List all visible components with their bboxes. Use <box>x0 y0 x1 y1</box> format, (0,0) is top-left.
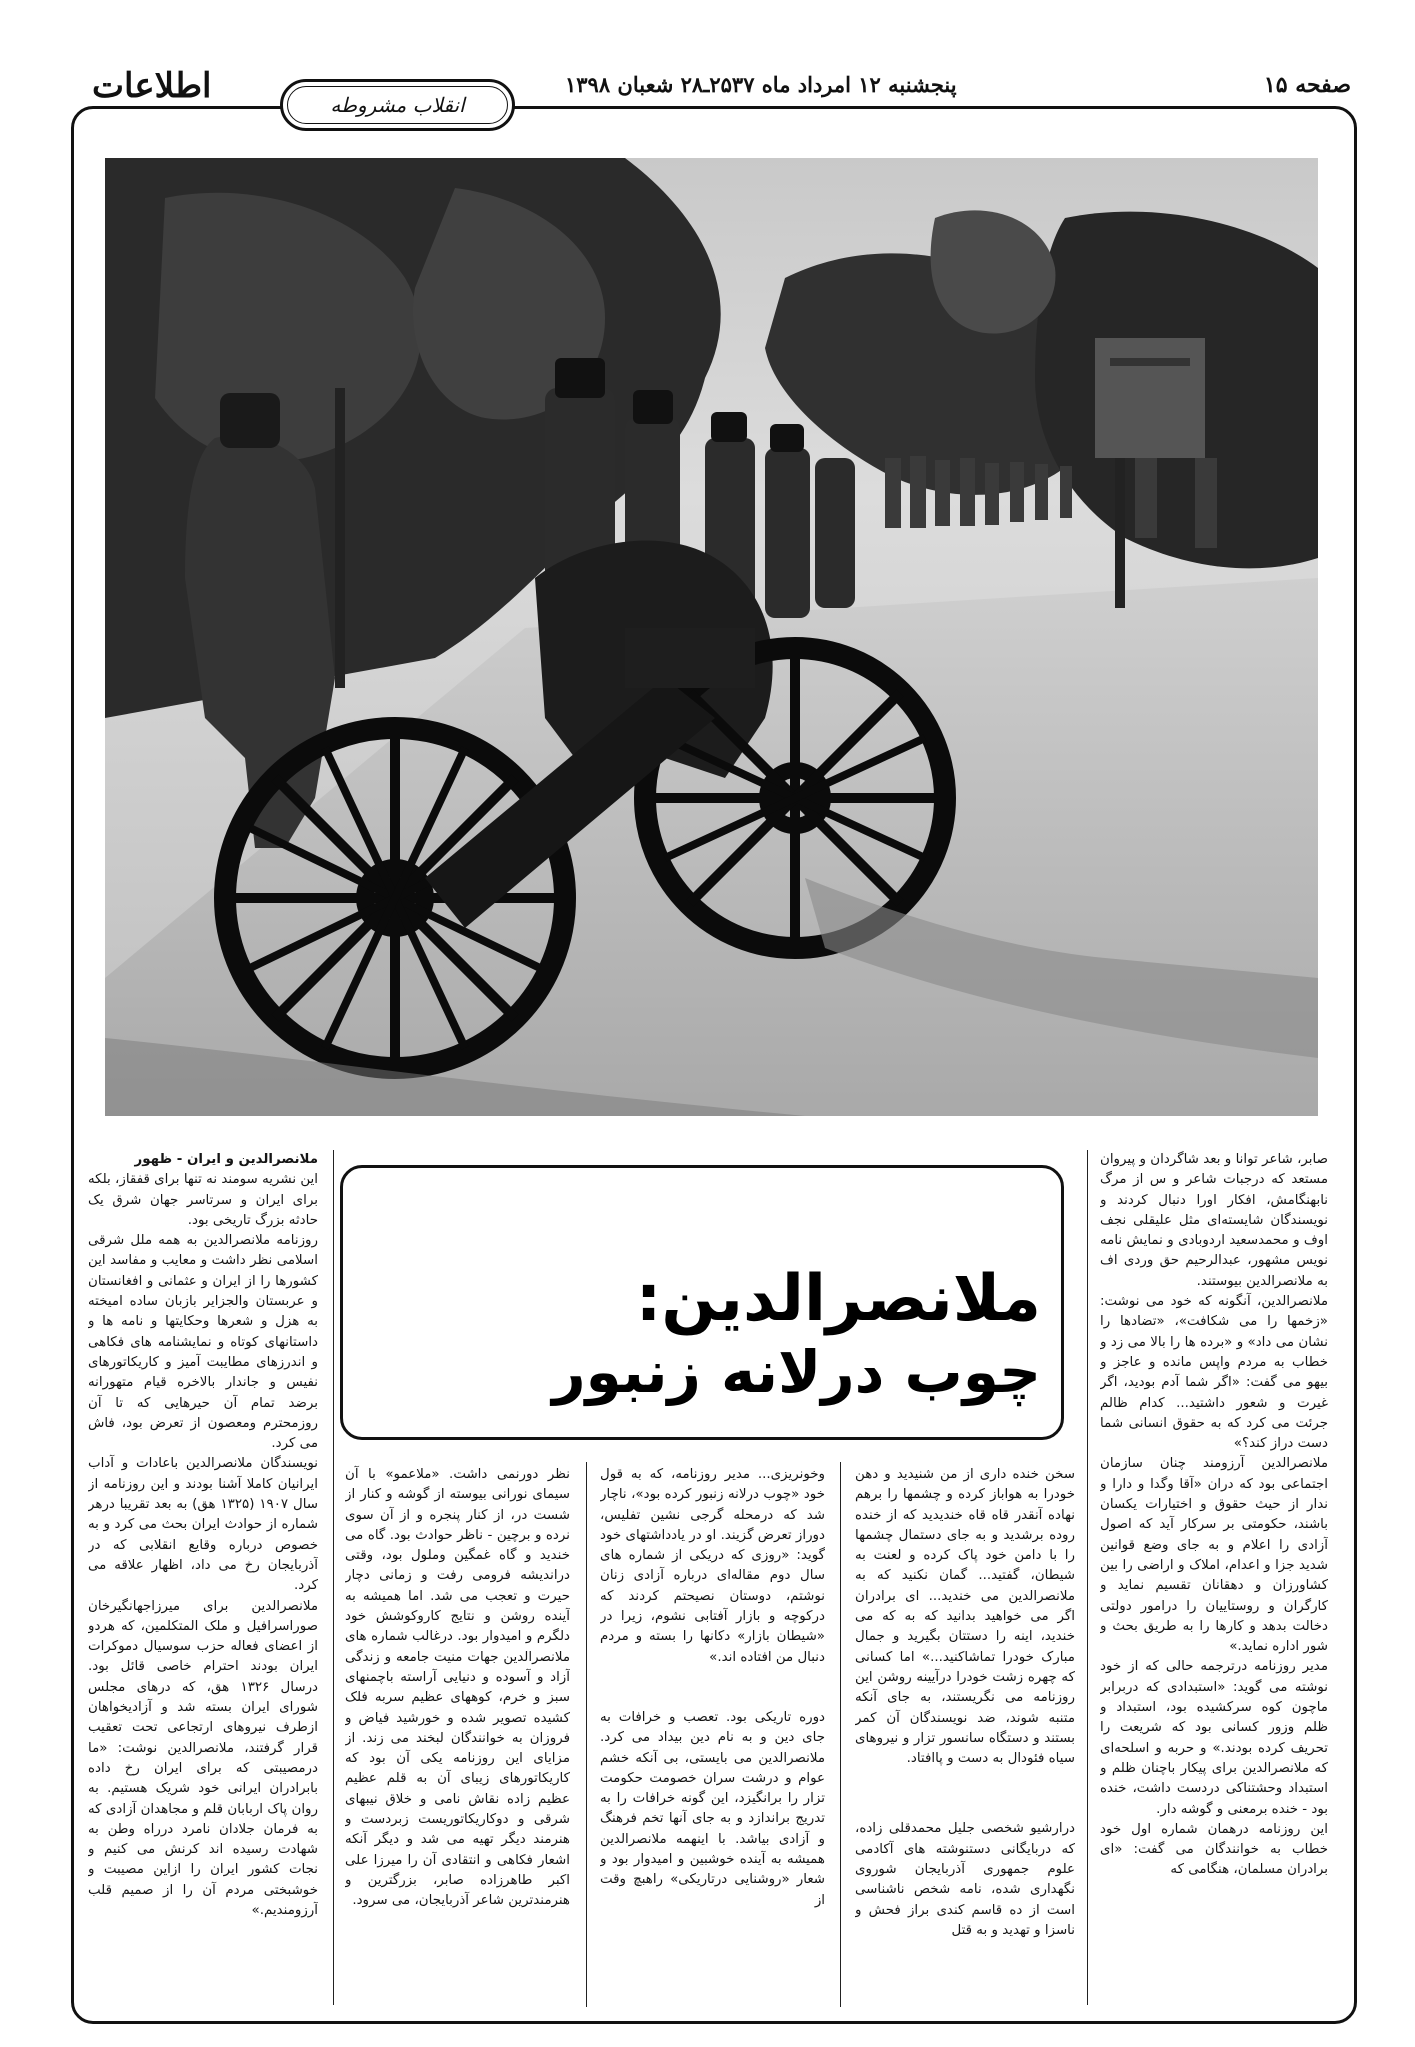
paragraph: این نشریه سومند نه تنها برای قفقاز، بلکه برای ایران و سرتاسر جهان شرق یک حادثه بزرگ تاریخی بود. <box>88 1172 318 1228</box>
column-divider <box>333 1150 334 2005</box>
subheading: ملانصرالدین و ایران - ظهور <box>134 1152 318 1167</box>
column-divider <box>586 1462 587 2007</box>
article-column-mid-left <box>345 1465 570 2010</box>
page-number: صفحه ۱۵ <box>1263 72 1351 98</box>
historical-photo <box>105 158 1318 1116</box>
column-divider <box>840 1462 841 2007</box>
paragraph: روزنامه ملانصرالدین به همه ملل شرقی اسلامی نظر داشت و معایب و مفاسد این کشورها را از ایران و عثمانی و افغانستان و عربستان والجزایر بازبان ساده امیخته به هزل و شعرها وحکایتها و نامه ها و داستانهای کوتاه و نمایشنامه های فکاهی و اندرزهای مطایبت آمیز و کاریکاتورهای نفیس و جاندار بالاخره قیام متهورانه برضد تمام آن حیرهایی که تا آن روزمحترم ومعصون از تعرض بود، فاش می کرد. <box>88 1233 318 1452</box>
headline-box <box>340 1165 1064 1440</box>
paragraph: دوره تاریکی بود. تعصب و خرافات به جای دین و به نام دین بیداد می کرد. ملانصرالدین می بایستی، بی آنکه خشم عوام و درشت سران خصومت حکومت تزار را برانگیزد، این گونه خرافات را به تدریج براندازد و به جای آنها تخم فرهنگ و آزادی بیاشد. با اینهمه ملانصرالدین همیشه به آینده خوشبین و امیدوار بود و شعار «روشنایی درتاریکی» راهبچ وقت از <box>600 1709 825 1908</box>
headline-line-2: چوب درلانه زنبور <box>552 1338 1041 1406</box>
section-label: انقلاب مشروطه <box>287 86 508 124</box>
section-badge <box>280 79 515 131</box>
paragraph: مدیر روزنامه درترجمه حالی که از خود نوشته می گوید: «استبدادی که دربرابر ماچون کوه سرکشیده بود، استبداد و ظلم وزور کسانی بود که شریعت را تحریف کرده بودند.» و حربه و اسلحه‌ای که ملانصرالدین برای پیکار باچنان ظلم و استبداد وحشتناکی دردست داشت، خنده بود - خنده برمعنی و گوشه دار. <box>1100 1659 1328 1817</box>
article-column-mid-center <box>600 1465 825 2010</box>
paragraph: صابر، شاعر توانا و بعد شاگردان و پیروان مستعد که درجبات شاعر و س از مرگ نابهنگامش، افکار اورا دنبال کردند و نویسندگان شایسته‌ای مثل علیقلی نجف اوف و محمدسعید اردوبادی و نمایش نامه نویس مشهور، عبدالرحیم حق وردی اف به ملانصرالدین بیوستند. <box>1100 1152 1328 1289</box>
column-divider <box>1087 1150 1088 2005</box>
photo-artillery-procession-icon <box>105 158 1318 1116</box>
headline-line-1: ملانصرالدین: <box>635 1262 1041 1336</box>
newspaper-logo: اطلاعات <box>92 66 212 106</box>
paragraph: نویسندگان ملانصرالدین باعادات و آداب ایرانیان کاملا آشنا بودند و این روزنامه از سال ۱۹۰۷ (۱۳۲۵ هق) به بعد تقریبا درهر شماره از حوادث ایران بحث می کرد و به خصوص درباره وقایع انقلابی که در آذربایجان رخ می داد، اظهار علاقه می کرد. <box>88 1456 318 1594</box>
article-column-right <box>1100 1150 1328 2010</box>
article-column-left <box>88 1150 318 2010</box>
paragraph: این روزنامه درهمان شماره اول خود خطاب به خوانندگان می گفت: «ای برادران مسلمان، هنگامی که <box>1100 1821 1328 1878</box>
article-column-mid-right <box>855 1465 1075 2010</box>
paragraph: وخونریزی... مدیر روزنامه، که به قول خود «چوب درلانه زنبور کرده بود»، ناچار شد که درمحله گرجی نشین تفلیس، دوراز تعرض گزیند. او در یادداشتهای خود گوید: «روزی که دریکی از شماره های سال دوم مقاله‌ای درباره آزادی زنان نوشتم، دوستان نصیحتم کردند که درکوچه و بازار آفتابی نشوم، زیرا در «شیطان بازار» دکانها را بسته و مردم دنبال من افتاده اند.» <box>600 1467 825 1665</box>
paragraph: ملانصرالدین آرزومند چنان سازمان اجتماعی بود که دران «آقا وگدا و دارا و ندار از حیث حقوق و اختیارات یکسان باشند، حکومتی بر سرکار آید که اصول آزادی را اعلام و به جای وضع قوانین شدید جزا و اعدام، املاک و اراضی را بین کشاورزان و دهقانان تقسیم نماید و کارگران و روستاییان را درامور دولتی دخالت بدهد و کارها را به طریق بحث و شور اداره نماید.» <box>1100 1456 1328 1655</box>
paragraph: نظر دورنمی داشت. «ملاعمو» با آن سیمای نورانی بیوسته از گوشه و کنار از شست در، از کنار پنجره و از آن سوی نرده و برچین - ناظر حوادث بود. گاه می خندید و گاه غمگین وملول بود، وقتی درانديشه فرومی رفت و زمانی دچار حیرت و تعجب می شد. اما همیشه به آینده روشن و نتایج کاروکوشش خود دلگرم و امیدوار بود. درغالب شماره های ملانصرالدین جهات منیت جامعه و زندگی آزاد و آسوده و دنیایی آراسته باچمنهای سبز و خرم، کوههای عظیم سربه فلک کشیده تصویر شده و خورشید فیاض و فروزان به خوانندگان لبخند می زند. از مزایای این روزنامه یکی آن بود که کاریکاتورهای زیبای آن به قلم عظیم عظیم زاده نقاش نامی و خلاق نیبهای شرقی و دوکاریکاتوریست زبردست و هنرمند دیگر تهیه می شد و دیگر آنکه اشعار فکاهی و انتقادی آن را میرزا علی اکبر طاهرزاده صابر، بزرگترین و هنرمندترین شاعر آذربایجان، می سرود. <box>345 1467 570 1909</box>
paragraph: ملانصرالدین برای میرزاجهانگیرخان صوراسرافیل و ملک المتکلمین، که هردو از اعضای فعاله حزب سوسیال دموکرات ایران بودند احترام خاصی قائل بود. درسال ۱۳۲۶ هق، که درهای مجلس شورای ایران بسته شد و آزادیخواهان ازطرف نیروهای ارتجاعی تحت تعقیب قرار گرفتند، ملانصرالدین نوشت: «ما درمصیبتی که برای ایران رخ داده بابرادران ایرانی خود شریک هستیم. به روان پاک اربابان قلم و مجاهدان آزادی که به فرمان جلادان نامرد درراه وطن به شهادت رسیده اند کرنش می کنیم و نجات کشور ایران را ازاین مصیبت و خوشبختی مردم آن را از صمیم قلب آرزومندیم.» <box>88 1598 318 1918</box>
paragraph: سخن خنده داری از من شنیدید و دهن خودرا به هواباز کرده و چشمها را برهم نهاده آنقدر قاه قاه خندیدید که از خنده روده برشدید و به جای دستمال چشمها را با دامن خود پاک کرده و لعنت به شیطان، گفتید... گمان نکنید که به ملانصرالدین می خندید... ای برادران اگر می خواهید بدانید که به که می خندید، اینه را دستتان بگیرید و جمال مبارک خودرا تماشاکنید...» اما کسانی که چهره زشت خودرا درآیینه روشن این روزنامه می نگریستند، به جای آنکه متنبه شوند، ضد نویسندگان آن کمر بستند و دستگاه سانسور تزار و نیروهای سیاه فئودال به دست و پاافتاد. <box>855 1467 1075 1767</box>
issue-date: پنجشنبه ۱۲ امرداد ماه ۲۵۳۷ـ۲۸ شعبان ۱۳۹۸ <box>565 72 957 97</box>
paragraph: ملانصرالدین، آنگونه که خود می نوشت: «زخمها را می شکافت»، «تضادها را نشان می داد» و «برده ها را بالا می زد و خطاب به مردم واپس مانده و عاجز و بیهو می گفت: «اگر شما آدم بودید، اگر غیرت و شعور داشتید... کدام ظالم جرئت می کرد که به حقوق انسانی شما دست دراز کند؟» <box>1100 1294 1328 1452</box>
paragraph: درارشیو شخصی جلیل محمدقلی زاده، که دربایگانی دستنوشته های آکادمی علوم جمهوری آذربایجان شوروی نگهداری شده، نامه شخص ناشناسی است از ده قاسم کندی براز فحش و ناسزا و تهدید و به قتل <box>855 1821 1075 1938</box>
masthead <box>70 64 1355 110</box>
